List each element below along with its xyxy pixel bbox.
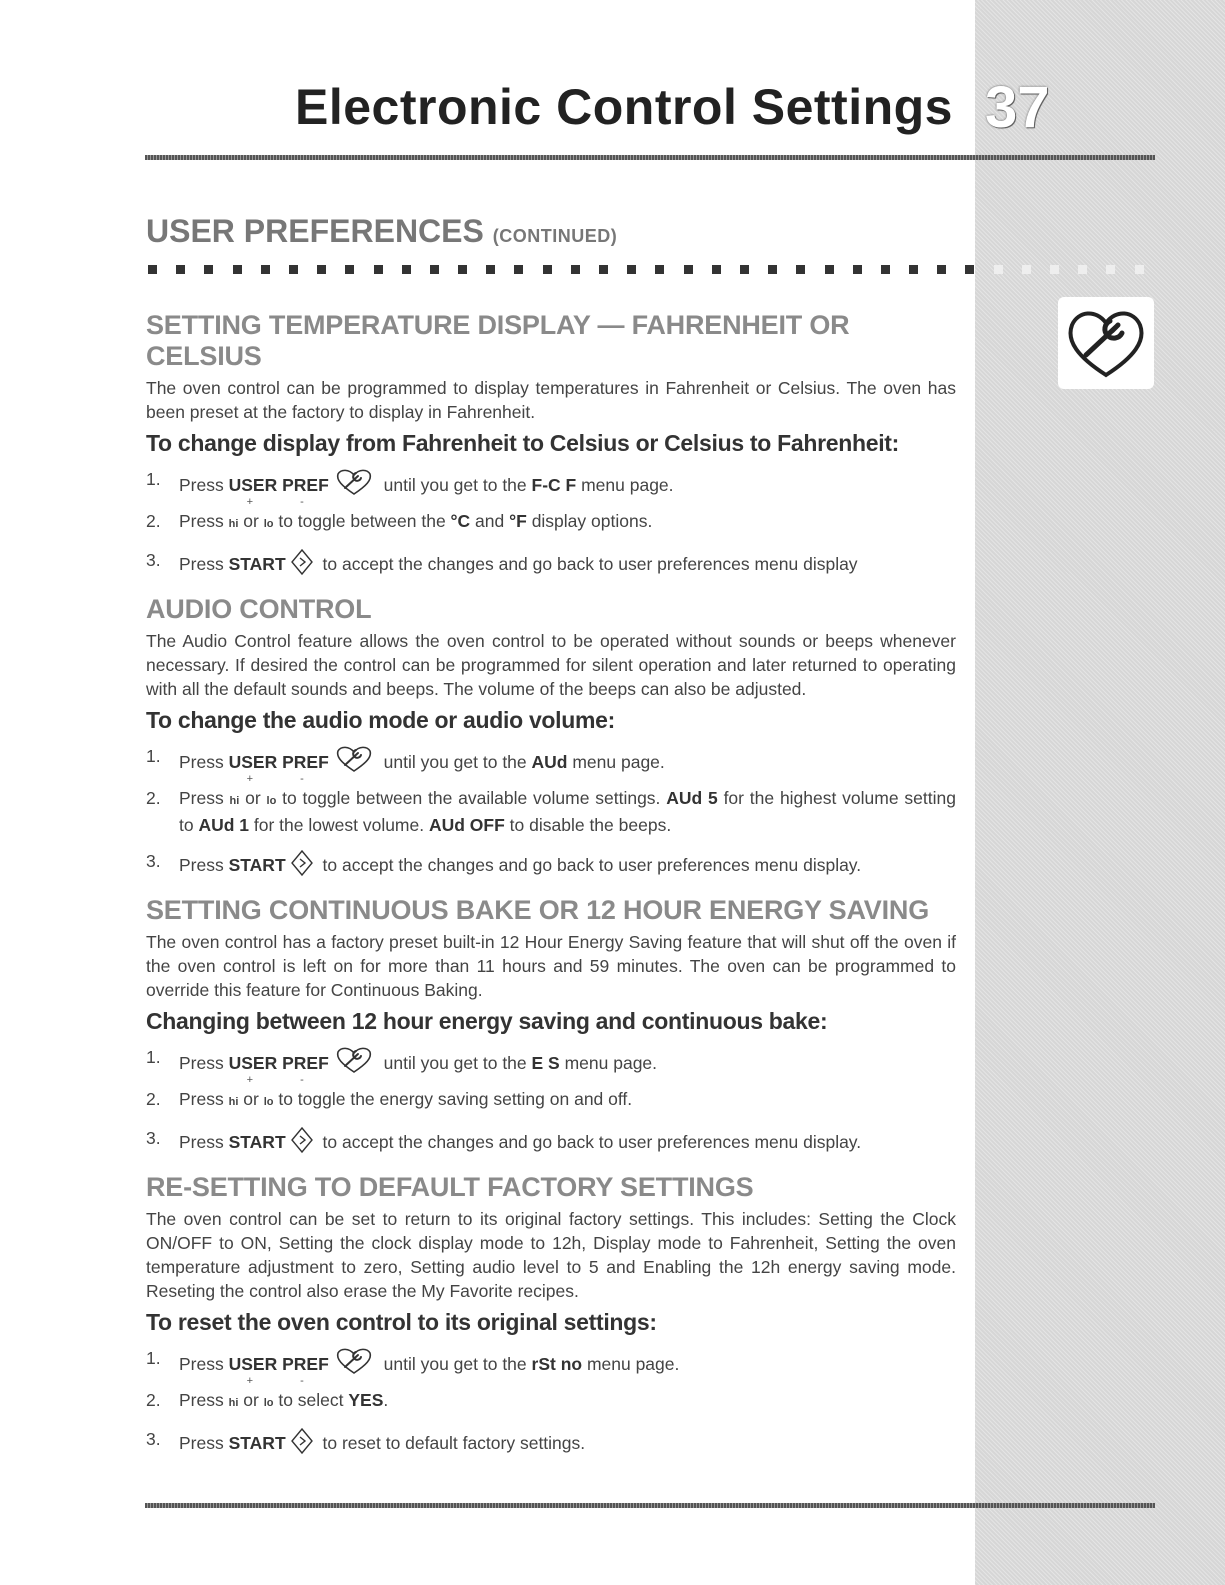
- separator-dot: [514, 265, 523, 274]
- step-text: [179, 1427, 956, 1455]
- separator-dot: [233, 265, 242, 274]
- section-continued: (CONTINUED): [492, 226, 618, 246]
- section-title: SETTING TEMPERATURE DISPLAY — FAHRENHEIT OR CELSIUS: [146, 310, 850, 371]
- separator-dot: [543, 265, 552, 274]
- user-pref-key: [228, 1051, 329, 1086]
- step-text-part: to toggle between the available volume settings.: [276, 788, 667, 808]
- step-text: [179, 849, 956, 877]
- step-text-part: to accept the changes and go back to user preferences menu display: [317, 554, 858, 574]
- bold-value: °C: [450, 511, 471, 531]
- section-subheading: To change display from Fahrenheit to Celsius or Celsius to Fahrenheit:: [146, 430, 900, 456]
- bold-value: F-C F: [531, 475, 577, 495]
- lo-key: lo: [266, 795, 277, 807]
- plus-minus-label: + -: [246, 1074, 326, 1086]
- step-text-part: for the highest volume setting to: [179, 788, 956, 835]
- key-label: START: [228, 855, 286, 875]
- step-item: [146, 1427, 956, 1455]
- step-text: [179, 1346, 956, 1387]
- bold-value: AUd OFF: [428, 815, 505, 835]
- step-number: 3.: [146, 1128, 161, 1148]
- content-area: [146, 310, 956, 1473]
- step-text: [179, 786, 956, 837]
- footer-rule: [145, 1503, 1155, 1508]
- step-number: 1.: [146, 469, 161, 489]
- steps-list: [146, 467, 956, 576]
- page-sidebar: [975, 0, 1225, 1585]
- separator-dot: [458, 265, 467, 274]
- separator-dot: [684, 265, 693, 274]
- key-label: USER PREF: [228, 475, 329, 495]
- step-text-part: Press: [179, 554, 229, 574]
- step-text-part: menu page.: [559, 1053, 658, 1073]
- bold-value: rSt no: [531, 1354, 583, 1374]
- step-item: [146, 1346, 956, 1387]
- user-pref-icon: [333, 1045, 375, 1075]
- separator-dot: [825, 265, 834, 274]
- section-title: SETTING CONTINUOUS BAKE OR 12 HOUR ENERGY SAVING: [146, 895, 929, 925]
- step-text-part: or: [238, 511, 264, 531]
- step-item: [146, 744, 956, 785]
- separator-dot: [768, 265, 777, 274]
- plus-minus-label: + -: [246, 773, 326, 785]
- separator-dot: [881, 265, 890, 274]
- page-title: Electronic Control Settings: [294, 79, 953, 135]
- separator-dot: [204, 265, 213, 274]
- separator-dot: [853, 265, 862, 274]
- step-text-part: Press: [179, 511, 229, 531]
- section-body: The oven control can be programmed to display temperatures in Fahrenheit or Celsius. The oven has been preset at the factory to display in Fahrenheit.: [146, 378, 956, 422]
- bold-value: AUd 5: [666, 788, 718, 808]
- step-text-part: Press: [179, 1132, 229, 1152]
- step-number: 1.: [146, 1348, 161, 1368]
- step-text-part: until you get to the: [378, 752, 532, 772]
- user-pref-key: [228, 1352, 329, 1387]
- separator-dot: [740, 265, 749, 274]
- step-text-part: Press: [179, 855, 229, 875]
- step-text-part: Press: [179, 1354, 229, 1374]
- step-text-part: menu page.: [576, 475, 674, 495]
- separator-dot: [176, 265, 185, 274]
- separator-dot: [148, 265, 157, 274]
- step-number: 3.: [146, 1429, 161, 1449]
- section-body: The Audio Control feature allows the oven control to be operated without sounds or beeps whenever necessary. If desired the control can be programmed for silent operation and later returned to operating with all the default sounds and beeps. The volume of the beeps can also be adjusted.: [146, 631, 956, 699]
- step-text-part: to toggle between the: [273, 511, 451, 531]
- section-body: The oven control has a factory preset built-in 12 Hour Energy Saving feature that will shut off the oven if the oven control is left on for more than 11 hours and 59 minutes. The oven can be programmed to override this feature for Continuous Baking.: [146, 932, 956, 1000]
- step-text-part: Press: [179, 1433, 229, 1453]
- step-text: [179, 1126, 956, 1154]
- start-icon: [290, 1427, 314, 1455]
- start-icon: [290, 548, 314, 576]
- section-subheading: To change the audio mode or audio volume:: [146, 707, 616, 733]
- step-number: 2.: [146, 1089, 161, 1109]
- separator-dot: [937, 265, 946, 274]
- separator-dot: [402, 265, 411, 274]
- plus-minus-label: + -: [246, 1375, 326, 1387]
- separator-dot: [486, 265, 495, 274]
- start-key: [229, 1431, 286, 1455]
- lo-key: lo: [263, 1397, 274, 1409]
- steps-list: [146, 1346, 956, 1455]
- separator-dot: [571, 265, 580, 274]
- section-heading: [146, 213, 617, 250]
- step-text-part: menu page.: [567, 752, 665, 772]
- section-title: USER PREFERENCES: [146, 213, 484, 249]
- step-number: 2.: [146, 788, 161, 808]
- step-text-part: for the lowest volume.: [249, 815, 429, 835]
- start-icon: [290, 1126, 314, 1154]
- page-number: 37: [985, 75, 1050, 140]
- separator-dot: [712, 265, 721, 274]
- start-icon: [290, 849, 314, 877]
- step-item: [146, 1126, 956, 1154]
- key-label: START: [228, 1433, 286, 1453]
- section-body: The oven control can be set to return to its original factory settings. This includes: Setting the Clock ON/OFF to ON, Setting the clock display mode to 12h, Display mode to Fahrenheit, Setting the oven temperature adjustment to zero, Setting audio level to 5 and Enabling the 12h energy saving mode. Reseting the control also erase the My Favorite recipes.: [146, 1209, 956, 1301]
- step-number: 1.: [146, 1047, 161, 1067]
- separator-dot: [1050, 265, 1059, 274]
- step-number: 3.: [146, 851, 161, 871]
- start-key: [229, 1130, 286, 1154]
- key-label: USER PREF: [228, 752, 329, 772]
- bold-value: AUd: [531, 752, 568, 772]
- user-pref-icon: [333, 1346, 375, 1376]
- separator-dot: [1078, 265, 1087, 274]
- start-key: [229, 853, 286, 877]
- separator-dot: [261, 265, 270, 274]
- user-pref-key: [228, 750, 329, 785]
- step-text-part: .: [383, 1390, 389, 1410]
- separator-dot: [599, 265, 608, 274]
- separator-dot: [430, 265, 439, 274]
- step-item: [146, 548, 956, 576]
- step-number: 1.: [146, 746, 161, 766]
- steps-list: [146, 1045, 956, 1154]
- step-number: 3.: [146, 550, 161, 570]
- hi-key: hi: [229, 795, 240, 807]
- step-text-part: to reset to default factory settings.: [317, 1433, 586, 1453]
- hi-key: hi: [228, 1096, 239, 1108]
- step-text-part: and: [470, 511, 510, 531]
- separator-dot: [655, 265, 664, 274]
- hi-key: hi: [228, 518, 239, 530]
- bold-value: YES: [348, 1390, 384, 1410]
- step-text-part: to toggle the energy saving setting on and off.: [273, 1089, 633, 1109]
- separator-dot: [965, 265, 974, 274]
- separator-dot: [627, 265, 636, 274]
- step-text-part: menu page.: [582, 1354, 680, 1374]
- step-text-part: until you get to the: [378, 1053, 532, 1073]
- steps-list: [146, 744, 956, 877]
- user-pref-key: [228, 473, 329, 508]
- step-text-part: Press: [179, 788, 230, 808]
- key-label: START: [228, 554, 286, 574]
- step-text-part: or: [238, 1089, 264, 1109]
- separator-dot: [1135, 265, 1144, 274]
- step-text: [179, 1045, 956, 1086]
- step-item: [146, 849, 956, 877]
- step-text-part: Press: [179, 1053, 229, 1073]
- step-number: 2.: [146, 511, 161, 531]
- user-pref-icon: [333, 744, 375, 774]
- step-text-part: to accept the changes and go back to user preferences menu display.: [317, 855, 862, 875]
- step-text-part: until you get to the: [378, 1354, 532, 1374]
- header-rule: [145, 155, 1155, 160]
- bold-value: E S: [531, 1053, 560, 1073]
- step-item: [146, 1045, 956, 1086]
- user-pref-icon: [333, 467, 375, 497]
- step-item: [146, 786, 956, 837]
- key-label: START: [228, 1132, 286, 1152]
- lo-key: lo: [263, 518, 274, 530]
- section-title: RE-SETTING TO DEFAULT FACTORY SETTINGS: [146, 1172, 754, 1202]
- start-key: [229, 552, 286, 576]
- section-subheading: Changing between 12 hour energy saving and continuous bake:: [146, 1008, 828, 1034]
- step-text-part: to disable the beeps.: [504, 815, 672, 835]
- hi-key: hi: [228, 1397, 239, 1409]
- separator-dot: [345, 265, 354, 274]
- section-title: AUDIO CONTROL: [146, 594, 372, 624]
- plus-minus-label: + -: [246, 496, 326, 508]
- separator-dot: [317, 265, 326, 274]
- step-text-part: Press: [179, 1089, 229, 1109]
- step-text-part: until you get to the: [378, 475, 532, 495]
- step-text: [179, 744, 956, 785]
- step-text: [179, 548, 956, 576]
- bold-value: AUd 1: [198, 815, 250, 835]
- step-text-part: or: [239, 788, 267, 808]
- dotted-separator: [148, 265, 1158, 277]
- separator-dot: [289, 265, 298, 274]
- step-item: [146, 467, 956, 508]
- step-text-part: Press: [179, 752, 229, 772]
- separator-dot: [994, 265, 1003, 274]
- user-pref-icon: [1058, 297, 1154, 389]
- step-text-part: to select: [273, 1390, 349, 1410]
- separator-dot: [796, 265, 805, 274]
- step-text: [179, 467, 956, 508]
- key-label: USER PREF: [228, 1354, 329, 1374]
- step-text-part: display options.: [526, 511, 653, 531]
- section-subheading: To reset the oven control to its original settings:: [146, 1309, 657, 1335]
- step-text-part: Press: [179, 1390, 229, 1410]
- user-pref-badge: [1058, 297, 1154, 389]
- bold-value: °F: [509, 511, 527, 531]
- step-text-part: Press: [179, 475, 229, 495]
- separator-dot: [909, 265, 918, 274]
- lo-key: lo: [263, 1096, 274, 1108]
- step-number: 2.: [146, 1390, 161, 1410]
- step-text-part: or: [238, 1390, 264, 1410]
- separator-dot: [1022, 265, 1031, 274]
- key-label: USER PREF: [228, 1053, 329, 1073]
- separator-dot: [1106, 265, 1115, 274]
- separator-dot: [374, 265, 383, 274]
- step-text-part: to accept the changes and go back to user preferences menu display.: [317, 1132, 862, 1152]
